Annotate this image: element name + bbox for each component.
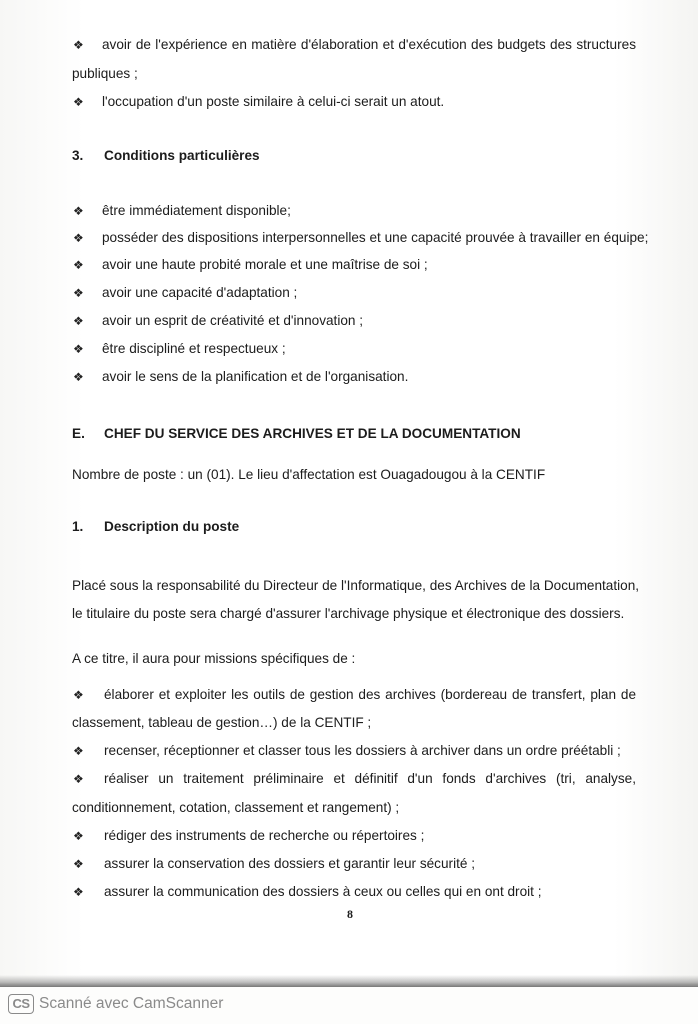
camscanner-logo-icon: CS (8, 994, 34, 1014)
bullet-icon: ❖ (73, 857, 84, 871)
mission-item: recenser, réceptionner et classer tous les dossiers à archiver dans un ordre préétabli ; (104, 743, 621, 758)
mission-item-continuation: conditionnement, cotation, classement et rangement) ; (72, 800, 400, 815)
bullet-icon: ❖ (73, 314, 84, 328)
bullet-icon: ❖ (73, 688, 84, 702)
bullet-icon: ❖ (73, 95, 84, 109)
bullet-icon: ❖ (73, 829, 84, 843)
list-item: être discipliné et respectueux ; (102, 341, 286, 356)
bullet-icon: ❖ (73, 204, 84, 218)
page-number: 8 (347, 907, 353, 921)
mission-item: réaliser un traitement préliminaire et définitif d'un fonds d'archives (tri, analyse, (104, 771, 636, 786)
section-heading: Conditions particulières (104, 148, 260, 163)
section-number: 3. (72, 148, 84, 163)
bullet-icon: ❖ (73, 744, 84, 758)
page-edge-shadow (0, 975, 698, 987)
bullet-icon: ❖ (73, 286, 84, 300)
scanner-watermark (8, 993, 223, 1015)
paragraph-line: Placé sous la responsabilité du Directeur de l'Informatique, des Archives de la Documentation, (72, 578, 640, 593)
posts-info: Nombre de poste : un (01). Le lieu d'affectation est Ouagadougou à la CENTIF (72, 467, 546, 482)
paragraph-line: le titulaire du poste sera chargé d'assurer l'archivage physique et électronique des dossiers. (72, 606, 625, 621)
bullet-icon: ❖ (73, 231, 84, 245)
list-item: avoir une capacité d'adaptation ; (102, 285, 298, 300)
list-item: avoir une haute probité morale et une maîtrise de soi ; (102, 257, 428, 272)
watermark-text: Scanné avec CamScanner (39, 995, 224, 1012)
mission-item-continuation: classement, tableau de gestion…) de la CENTIF ; (72, 715, 372, 730)
bullet-icon: ❖ (73, 258, 84, 272)
mission-item: rédiger des instruments de recherche ou répertoires ; (104, 828, 425, 843)
section-heading: Description du poste (104, 519, 240, 534)
bullet-icon: ❖ (73, 342, 84, 356)
list-item: avoir le sens de la planification et de l'organisation. (102, 369, 409, 384)
bullet-text-continuation: publiques ; (72, 66, 138, 81)
bullet-text: avoir de l'expérience en matière d'élaboration et d'exécution des budgets des structures (102, 37, 636, 52)
section-heading: CHEF DU SERVICE DES ARCHIVES ET DE LA DOCUMENTATION (104, 426, 521, 441)
bullet-icon: ❖ (73, 370, 84, 384)
bullet-text: l'occupation d'un poste similaire à celui-ci serait un atout. (102, 94, 445, 109)
mission-item: assurer la conservation des dossiers et garantir leur sécurité ; (104, 856, 475, 871)
bullet-icon: ❖ (73, 772, 84, 786)
bullet-icon: ❖ (73, 38, 84, 52)
list-item: posséder des dispositions interpersonnelles et une capacité prouvée à travailler en équipe; (102, 230, 649, 245)
section-number: 1. (72, 519, 84, 534)
section-letter: E. (72, 426, 85, 441)
mission-item: assurer la communication des dossiers à ceux ou celles qui en ont droit ; (104, 884, 542, 899)
bullet-icon: ❖ (73, 885, 84, 899)
missions-intro: A ce titre, il aura pour missions spécifiques de : (72, 651, 356, 666)
list-item: être immédiatement disponible; (102, 203, 291, 218)
mission-item: élaborer et exploiter les outils de gestion des archives (bordereau de transfert, plan de (104, 687, 636, 702)
list-item: avoir un esprit de créativité et d'innovation ; (102, 313, 364, 328)
